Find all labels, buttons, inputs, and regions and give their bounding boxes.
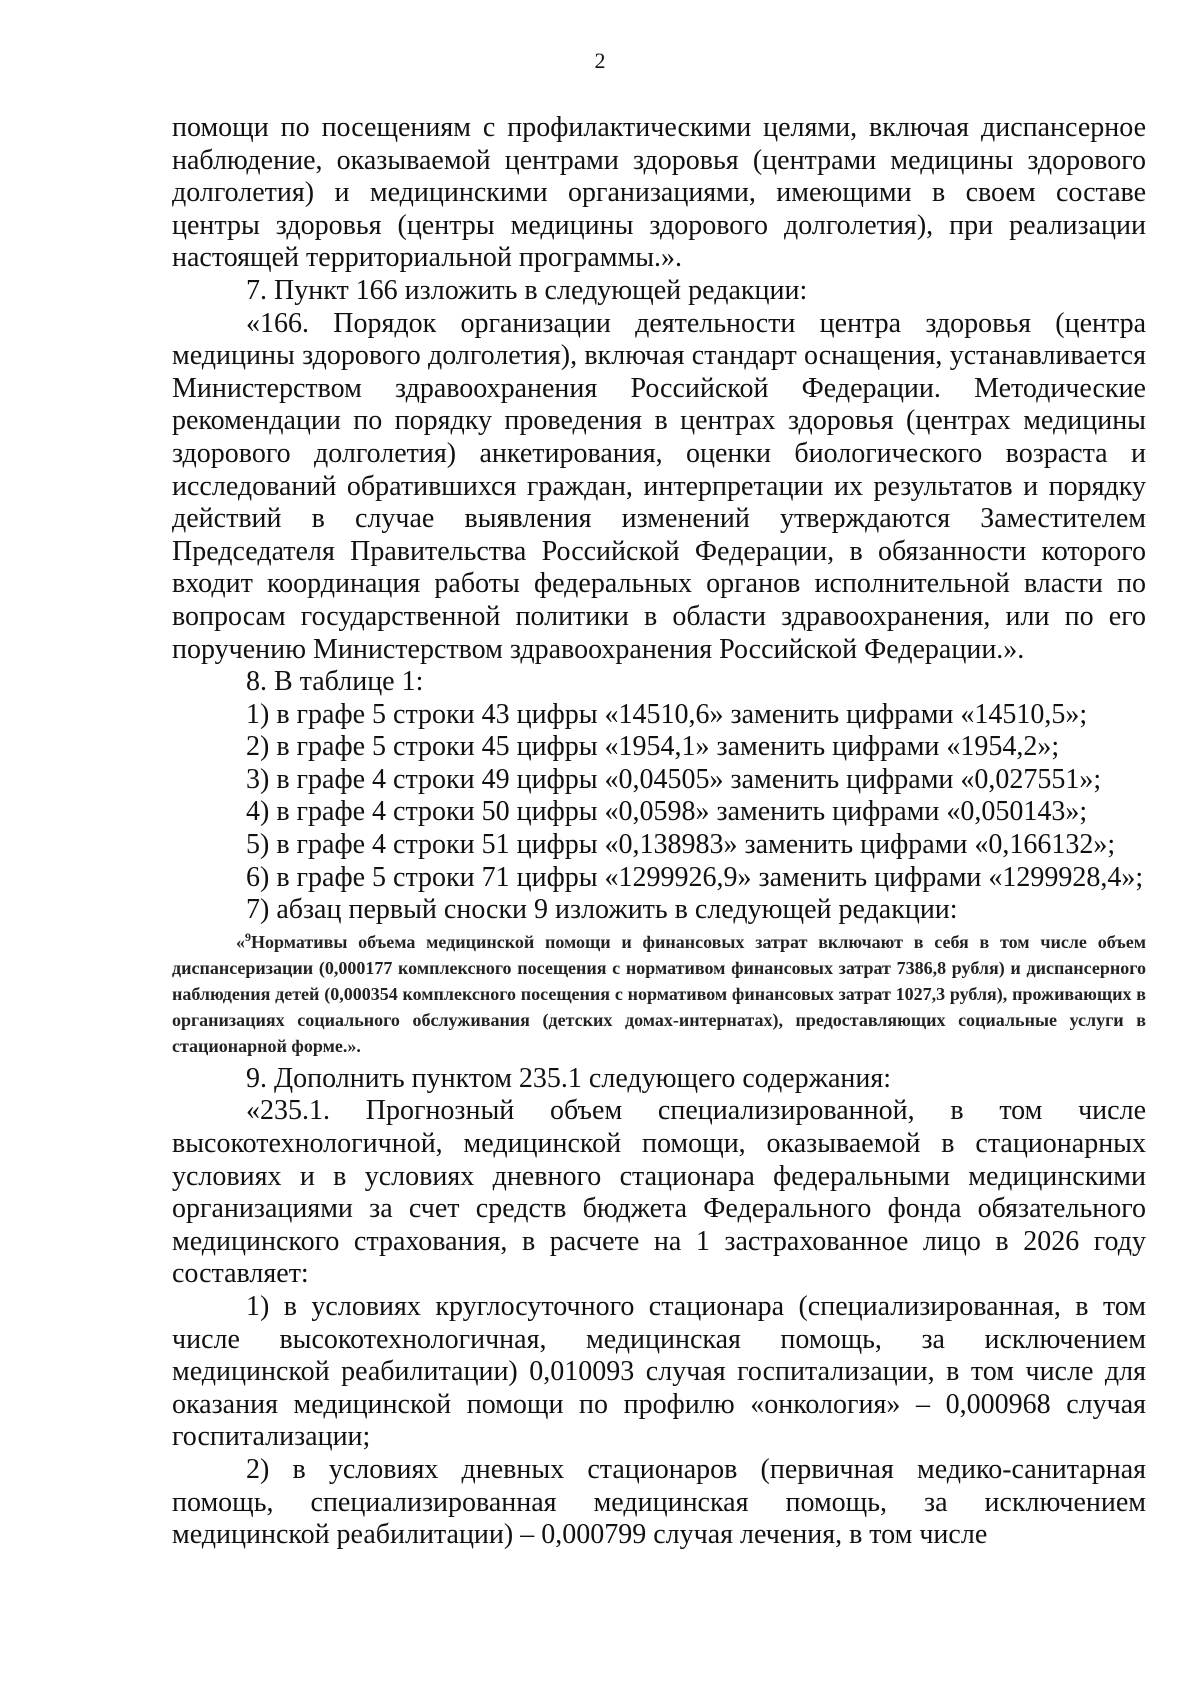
list-item: 7) абзац первый сноски 9 изложить в следующей редакции: xyxy=(246,894,958,926)
footnote-text xyxy=(172,929,1146,1059)
paragraph: 7. Пункт 166 изложить в следующей редакции: xyxy=(246,274,808,306)
paragraph: 9. Дополнить пунктом 235.1 следующего содержания: xyxy=(246,1062,892,1094)
paragraph: помощи по посещениям с профилактическими целями, включая диспансерное наблюдение, оказываемой центрами здоровья (центрами медицины здорового долголетия) и медицинскими организациями, имеющими в своем составе центры здоровья (центры медицины здорового долголетия), при реализации настоящей территориальной программы.». xyxy=(172,112,1146,274)
list-item: 2) в графе 5 строки 45 цифры «1954,1» заменить цифрами «1954,2»; xyxy=(246,731,1060,763)
paragraph: «235.1. Прогнозный объем специализированной, в том числе высокотехнологичной, медицинской помощи, оказываемой в стационарных условиях и в условиях дневного стационара федеральными медицинскими организациями за счет средств бюджета Федерального фонда обязательного медицинского страхования, в расчете на 1 застрахованное лицо в 2026 году составляет: xyxy=(172,1095,1146,1290)
paragraph: 8. В таблице 1: xyxy=(246,666,424,698)
page-number: 2 xyxy=(594,48,606,73)
list-item: 5) в графе 4 строки 51 цифры «0,138983» заменить цифрами «0,166132»; xyxy=(246,829,1116,861)
list-item: 1) в условиях круглосуточного стационара (специализированная, в том числе высокотехнологичная, медицинская помощь, за исключением медицинской реабилитации) 0,010093 случая госпитализации, в том числе для оказания медицинской помощи по профилю «онкология» – 0,000968 случая госпитализации; xyxy=(172,1291,1146,1453)
list-item: 2) в условиях дневных стационаров (первичная медико-санитарная помощь, специализированная медицинская помощь, за исключением медицинской реабилитации) – 0,000799 случая лечения, в том числе xyxy=(172,1453,1146,1551)
paragraph: «166. Порядок организации деятельности центра здоровья (центра медицины здорового долголетия), включая стандарт оснащения, устанавливается Министерством здравоохранения Российской Федерации. Методические рекомендации по порядку проведения в центрах здоровья (центрах медицины здорового долголетия) анкетирования, оценки биологического возраста и исследований обратившихся граждан, интерпретации их результатов и порядку действий в случае выявления изменений утверждаются Заместителем Председателя Правительства Российской Федерации, в обязанности которого входит координация работы федеральных органов исполнительной власти по вопросам государственной политики в области здравоохранения, или по его поручению Министерством здравоохранения Российской Федерации.». xyxy=(172,307,1146,665)
footnote-open-quote: « xyxy=(236,931,245,952)
list-item: 6) в графе 5 строки 71 цифры «1299926,9» заменить цифрами «1299928,4»; xyxy=(246,861,1144,893)
document-body xyxy=(172,112,1146,1552)
list-item: 3) в графе 4 строки 49 цифры «0,04505» заменить цифрами «0,027551»; xyxy=(246,763,1102,795)
list-item: 4) в графе 4 строки 50 цифры «0,0598» заменить цифрами «0,050143»; xyxy=(246,796,1088,828)
footnote-body: Нормативы объема медицинской помощи и финансовых затрат включают в себя в том числе объем диспансеризации (0,000177 комплексного посещения с нормативом финансовых затрат 7386,8 рубля) и диспансерного наблюдения детей (0,000354 комплексного посещения с нормативом финансовых затрат 1027,3 рубля), проживающих в организациях социального обслуживания (детских домах-интернатах), предоставляющих социальные услуги в стационарной форме.». xyxy=(172,931,1146,1056)
list-item: 1) в графе 5 строки 43 цифры «14510,6» заменить цифрами «14510,5»; xyxy=(246,698,1088,730)
footnote-marker: 9 xyxy=(245,929,251,944)
